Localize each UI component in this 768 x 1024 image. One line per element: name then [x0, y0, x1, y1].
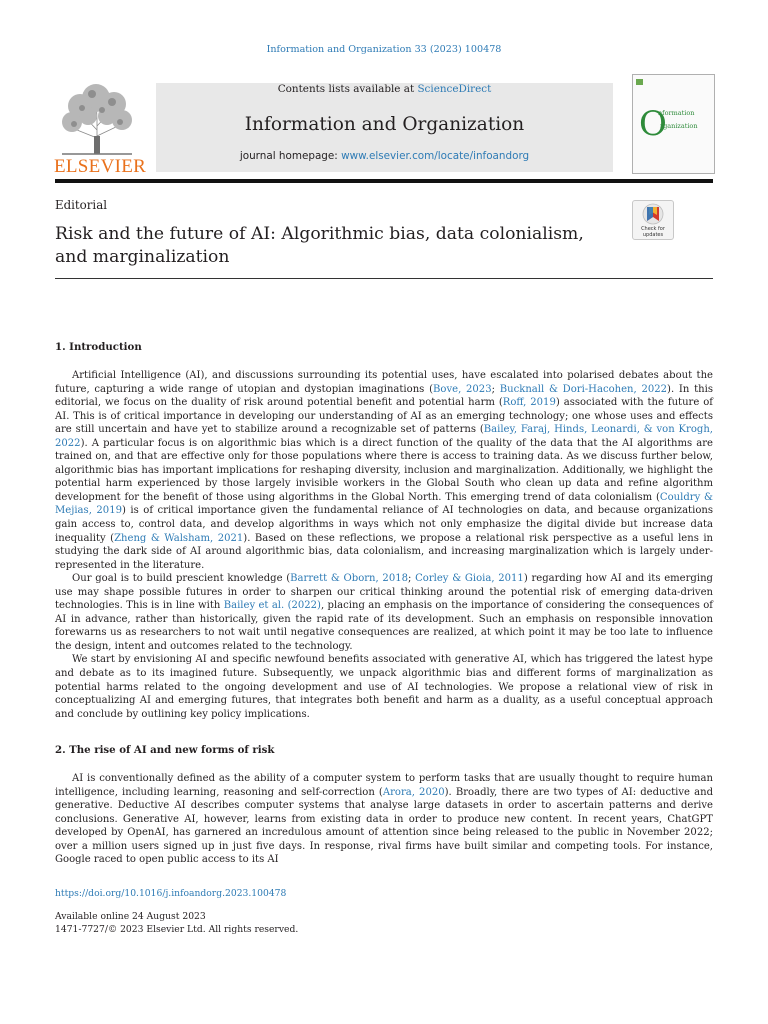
- journal-citation-link[interactable]: Information and Organization 33 (2023) 100478: [266, 44, 502, 55]
- journal-homepage-link[interactable]: www.elsevier.com/locate/infoandorg: [341, 150, 530, 162]
- sciencedirect-link[interactable]: ScienceDirect: [417, 83, 492, 95]
- text-run: ;: [408, 573, 416, 585]
- contents-line: [156, 83, 613, 95]
- elsevier-tree-icon: [52, 80, 142, 156]
- available-online-date: Available online 24 August 2023: [55, 910, 206, 922]
- text-run: ) is of critical importance given the fundamental reliance of AI technologies on data, and because organizations gain access to, control data, and develop algorithms in ways which not only emphasize the digital divide but increase data inequality (: [55, 505, 713, 544]
- crossmark-icon: [633, 201, 673, 227]
- header-rule: [55, 179, 713, 183]
- journal-title: Information and Organization: [244, 114, 525, 135]
- article-footer: [55, 887, 298, 937]
- copyright-line: 1471-7727/© 2023 Elsevier Ltd. All rights reserved.: [55, 924, 299, 935]
- crossmark-label-line2: updates: [642, 231, 664, 238]
- citation-link[interactable]: Zheng & Walsham, 2021: [114, 532, 244, 544]
- citation-link[interactable]: Barrett & Oborn, 2018: [290, 573, 408, 585]
- title-line-1: Risk and the future of AI: Algorithmic bias, data colonialism,: [55, 224, 584, 244]
- text-run: ). Broadly, there are two types of AI: deductive and generative. Deductive AI describes computer systems that analyse large datasets in order to ascertain patterns and derive conclusions. Generative AI, however, learns from existing data in order to produce new content. In recent years, ChatGPT developed by OpenAI, has garnered an incredulous amount of attention since being released to the public in November 2022; over a million users signed up in just five days. In response, rival firms have built similar and competing tools. For instance, Google raced to open public access to its AI: [55, 786, 713, 866]
- introduction-body: [55, 369, 713, 721]
- title-rule: [55, 278, 713, 279]
- homepage-prefix: journal homepage:: [239, 150, 342, 162]
- citation-link[interactable]: Couldry & Mejias, 2019: [55, 491, 713, 517]
- text-run: We start by envisioning AI and specific newfound benefits associated with generative AI, which has triggered the latest hype and debate as to its imagined future. Subsequently, we unpack algorithmic bias and different forms of marginalization as potential harms related to the ongoing development and use of AI technologies. We propose a relational view of risk in conceptualizing AI and emerging futures, that integrates both benefit and harm as a duality, as a useful conceptual approach and conclude by outlining key policy implications.: [55, 654, 713, 720]
- text-run: ) regarding how AI and its emerging use may shape possible futures in order to sharpen our critical thinking around the potential risk of emerging data-driven technologies. This is in line with: [55, 573, 713, 612]
- cover-letter: O: [639, 104, 667, 144]
- citation-link[interactable]: Arora, 2020: [382, 786, 445, 798]
- text-run: Artificial Intelligence (AI), and discussions surrounding its potential uses, have escalated into polarised debates about the future, capturing a wide range of utopian and dystopian imaginations (: [55, 370, 713, 395]
- citation-link[interactable]: Roff, 2019: [502, 397, 556, 409]
- citation-link[interactable]: Corley & Gioia, 2011: [415, 573, 524, 585]
- section-2-body: [55, 772, 713, 867]
- publisher-name: ELSEVIER: [54, 156, 147, 177]
- homepage-line: [156, 150, 613, 162]
- text-run: ) associated with the future of AI. This is of critical importance in developing our understanding of AI as an emerging technology; one whose uses and effects are still uncertain and have yet to stabilize around a recognizable set of patterns (: [55, 397, 713, 436]
- article-type: Editorial: [55, 198, 107, 212]
- citation-link[interactable]: Bove, 2023: [433, 383, 492, 395]
- text-run: ). A particular focus is on algorithmic bias which is a direct function of the quality of the data that the AI algorithms are trained on, and that are effective only for those populations where there is access to training data. As we discuss further below, algorithmic bias has important implications for reshaping diversity, inclusion and marginalization. Additionally, we highlight the potential harm experienced by those largely invisible workers in the Global South who clean up data and refine algorithm development for the benefit of those using algorithms in the Global North. This emerging trend of data colonialism (: [55, 437, 713, 503]
- crossmark-label-line1: Check for: [641, 226, 665, 232]
- paper-title: [55, 223, 595, 269]
- section-heading-rise-of-ai: 2. The rise of AI and new forms of risk: [55, 744, 275, 756]
- text-run: ). In this editorial, we focus on the duality of risk around potential benefit and potential harm (: [55, 383, 713, 409]
- doi-link[interactable]: https://doi.org/10.1016/j.infoandorg.2023.100478: [55, 888, 287, 899]
- paragraph-4: [55, 772, 713, 867]
- paragraph-2: [55, 572, 713, 653]
- citation-link[interactable]: Bucknall & Dori-Hacohen, 2022: [499, 383, 668, 395]
- crossmark-label: [633, 227, 673, 238]
- text-run: Our goal is to build prescient knowledge (: [72, 573, 291, 585]
- citation-link[interactable]: Bailey et al. (2022): [223, 600, 321, 612]
- check-for-updates-button[interactable]: [632, 200, 674, 240]
- journal-banner: [156, 83, 613, 172]
- paragraph-1: [55, 369, 713, 572]
- cover-title-line2: rganization: [660, 122, 698, 130]
- text-run: , placing an emphasis on the importance of considering the consequences of AI in advance, rather than historically, given the rapid rate of its development. Such an emphasis on responsible innovation forewarns us as researchers to not wait until negative consequences are realized, at which point it may be too late to influence the design, intent and outcomes related to the technology.: [55, 600, 713, 652]
- citation-link[interactable]: Bailey, Faraj, Hinds, Leonardi, & von Krogh, 2022: [55, 424, 713, 449]
- journal-cover-thumbnail[interactable]: [632, 74, 715, 174]
- title-line-2: and marginalization: [55, 247, 230, 267]
- section-heading-introduction: 1. Introduction: [55, 341, 142, 353]
- text-run: ). Based on these reflections, we propose a relational risk perspective as a useful lens in studying the dark side of AI around algorithmic bias, data colonialism, and increasing marginalization which is largely under-represented in the literature.: [55, 532, 714, 571]
- text-run: AI is conventionally defined as the ability of a computer system to perform tasks that are usually thought to require human intelligence, including learning, reasoning and self-correction (: [55, 773, 713, 798]
- contents-prefix: Contents lists available at: [277, 83, 418, 95]
- cover-graphic-icon: [633, 75, 714, 173]
- paragraph-3: [55, 653, 713, 721]
- text-run: ;: [491, 383, 500, 395]
- cover-title-line1: nformation: [658, 109, 695, 117]
